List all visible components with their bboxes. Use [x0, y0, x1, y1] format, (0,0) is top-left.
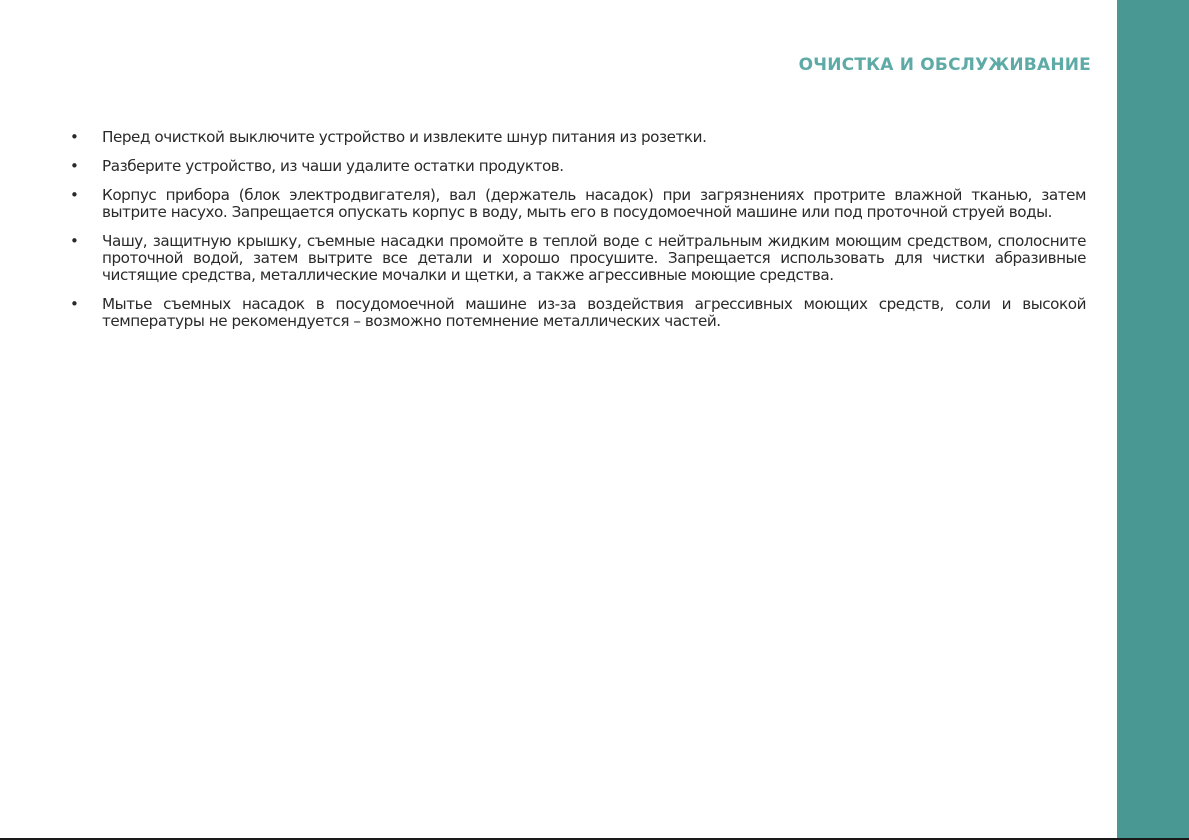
- bullet-icon: •: [70, 232, 79, 250]
- list-item: [68, 296, 1086, 330]
- bullet-icon: •: [70, 295, 79, 313]
- cleaning-instructions-list: [68, 129, 1086, 342]
- list-item: [68, 187, 1086, 221]
- list-item-text: Мытье съемных насадок в посудомоечной машине из-за воздействия агрессивных моющих средств, соли и высокой температуры не рекомендуется – возможно потемнение металлических частей.: [102, 295, 1086, 330]
- bullet-icon: •: [70, 157, 79, 175]
- list-item-text: Чашу, защитную крышку, съемные насадки промойте в теплой воде с нейтральным жидким моющим средством, сполосните проточной водой, затем вытрите все детали и хорошо просушите. Запрещается использовать для чистки абразивные чистящие средства, металлические мочалки и щетки, а также агрессивные моющие средства.: [102, 232, 1086, 284]
- section-title: ОЧИСТКА И ОБСЛУЖИВАНИЕ: [798, 55, 1091, 75]
- list-item-text: Разберите устройство, из чаши удалите остатки продуктов.: [102, 157, 564, 175]
- list-item-text: Перед очисткой выключите устройство и извлеките шнур питания из розетки.: [102, 128, 707, 146]
- side-accent-band: [1117, 0, 1189, 838]
- list-item-text: Корпус прибора (блок электродвигателя), вал (держатель насадок) при загрязнениях протрите влажной тканью, затем вытрите насухо. Запрещается опускать корпус в воду, мыть его в посудомоечной машине или под проточной струей воды.: [102, 186, 1086, 221]
- bullet-icon: •: [70, 128, 79, 146]
- list-item: [68, 158, 1086, 175]
- bullet-icon: •: [70, 186, 79, 204]
- list-item: [68, 233, 1086, 284]
- list-item: [68, 129, 1086, 146]
